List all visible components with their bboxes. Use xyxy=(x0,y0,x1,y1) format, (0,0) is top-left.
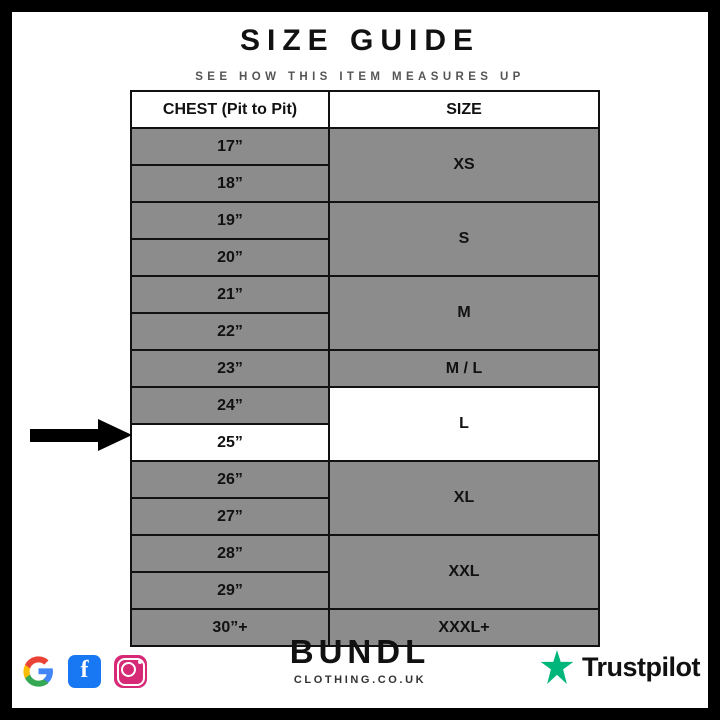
size-cell: XL xyxy=(329,461,599,535)
page-title: SIZE GUIDE xyxy=(239,24,481,57)
size-cell-selected: L xyxy=(329,387,599,461)
table-row[interactable] xyxy=(131,350,599,387)
brand-website: CLOTHING.CO.UK xyxy=(293,674,427,686)
facebook-icon[interactable]: f xyxy=(68,655,101,688)
selected-size-arrow-icon xyxy=(30,419,134,451)
chest-cell: 22” xyxy=(131,313,329,350)
column-header-size: SIZE xyxy=(329,91,599,128)
arrow-shaft xyxy=(30,429,102,442)
chest-cell: 23” xyxy=(131,350,329,387)
chest-cell: 24” xyxy=(131,387,329,424)
chest-cell: 19” xyxy=(131,202,329,239)
chest-cell: 18” xyxy=(131,165,329,202)
chest-cell: 27” xyxy=(131,498,329,535)
size-cell: XS xyxy=(329,128,599,202)
table-row[interactable] xyxy=(131,535,599,572)
size-cell: M / L xyxy=(329,350,599,387)
table-row[interactable] xyxy=(131,128,599,165)
brand-name: BUNDL xyxy=(289,633,431,670)
chest-cell: 28” xyxy=(131,535,329,572)
chest-cell-selected: 25” xyxy=(131,424,329,461)
arrow-head xyxy=(98,419,132,451)
table-row[interactable] xyxy=(131,276,599,313)
chest-cell: 21” xyxy=(131,276,329,313)
size-table-wrapper xyxy=(130,90,594,647)
chest-cell: 30”+ xyxy=(131,609,329,646)
trustpilot-label: Trustpilot xyxy=(582,651,700,682)
size-cell: XXXL+ xyxy=(329,609,599,646)
chest-cell: 26” xyxy=(131,461,329,498)
star-icon xyxy=(540,650,574,684)
table-row[interactable] xyxy=(131,461,599,498)
footer xyxy=(12,622,708,700)
size-cell: S xyxy=(329,202,599,276)
table-row[interactable] xyxy=(131,387,599,424)
column-header-chest: CHEST (Pit to Pit) xyxy=(131,91,329,128)
chest-cell: 20” xyxy=(131,239,329,276)
table-row[interactable] xyxy=(131,202,599,239)
table-header-row xyxy=(131,91,599,128)
chest-cell: 17” xyxy=(131,128,329,165)
page-subtitle: SEE HOW THIS ITEM MEASURES UP xyxy=(195,71,525,83)
size-table xyxy=(130,90,600,647)
chest-cell: 29” xyxy=(131,572,329,609)
size-guide-card xyxy=(12,12,708,708)
size-cell: M xyxy=(329,276,599,350)
trustpilot-logo[interactable] xyxy=(540,650,700,684)
size-cell: XXL xyxy=(329,535,599,609)
